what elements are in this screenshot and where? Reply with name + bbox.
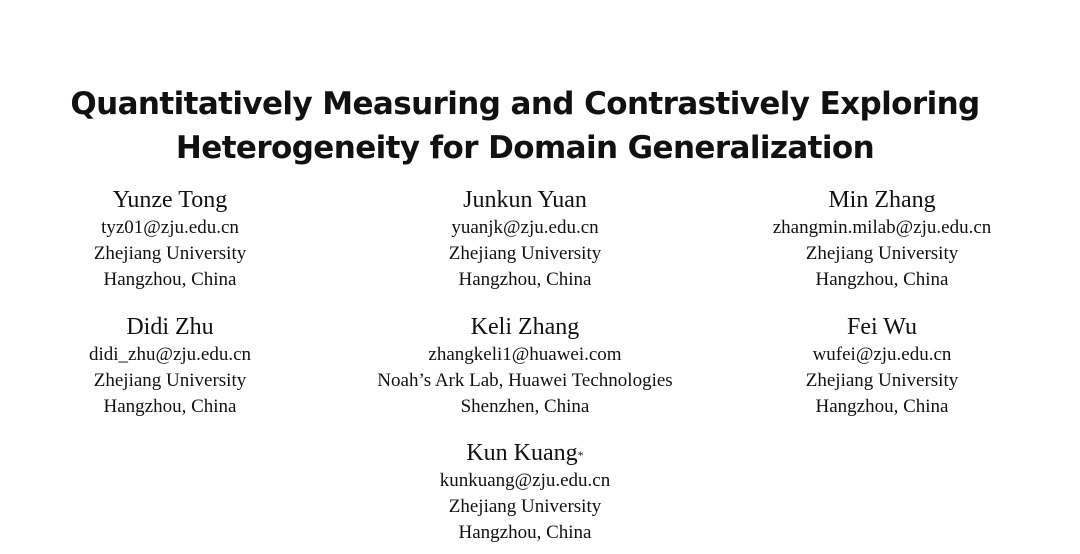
author-affiliation: Zhejiang University xyxy=(805,370,959,391)
author-block xyxy=(0,313,360,420)
author-affiliation: Noah’s Ark Lab, Huawei Technologies xyxy=(377,370,673,391)
author-name: Kun Kuang xyxy=(466,440,578,466)
author-block xyxy=(335,313,715,420)
author-name: Yunze Tong xyxy=(112,187,228,213)
author-block xyxy=(335,439,715,546)
author-email[interactable]: zhangkeli1@huawei.com xyxy=(428,344,622,365)
author-email[interactable]: kunkuang@zju.edu.cn xyxy=(439,470,611,491)
author-location: Hangzhou, China xyxy=(815,269,949,290)
corresponding-author-mark: * xyxy=(577,448,584,462)
author-email[interactable]: zhangmin.milab@zju.edu.cn xyxy=(772,217,992,238)
author-email[interactable]: wufei@zju.edu.cn xyxy=(812,344,952,365)
author-affiliation: Zhejiang University xyxy=(448,496,602,517)
author-location: Hangzhou, China xyxy=(103,396,237,417)
author-affiliation: Zhejiang University xyxy=(805,243,959,264)
author-affiliation: Zhejiang University xyxy=(93,243,247,264)
author-name-line xyxy=(335,439,715,467)
author-location: Hangzhou, China xyxy=(458,522,592,543)
author-affiliation: Zhejiang University xyxy=(448,243,602,264)
author-block xyxy=(692,313,1072,420)
author-name: Fei Wu xyxy=(847,314,917,340)
author-email[interactable]: tyz01@zju.edu.cn xyxy=(101,217,239,238)
author-email[interactable]: didi_zhu@zju.edu.cn xyxy=(88,344,252,365)
author-name: Keli Zhang xyxy=(470,314,580,340)
author-block xyxy=(0,186,360,293)
author-block xyxy=(692,186,1072,293)
author-name: Junkun Yuan xyxy=(463,187,587,213)
author-location: Hangzhou, China xyxy=(103,269,237,290)
author-block xyxy=(335,186,715,293)
author-location: Hangzhou, China xyxy=(458,269,592,290)
paper-title xyxy=(0,82,1050,170)
author-location: Shenzhen, China xyxy=(460,396,590,417)
title-line-1: Quantitatively Measuring and Contrastively Exploring xyxy=(70,86,980,122)
author-affiliation: Zhejiang University xyxy=(93,370,247,391)
author-email[interactable]: yuanjk@zju.edu.cn xyxy=(451,217,599,238)
title-line-2: Heterogeneity for Domain Generalization xyxy=(175,130,875,166)
author-location: Hangzhou, China xyxy=(815,396,949,417)
author-name: Min Zhang xyxy=(828,187,936,213)
author-name: Didi Zhu xyxy=(126,314,214,340)
